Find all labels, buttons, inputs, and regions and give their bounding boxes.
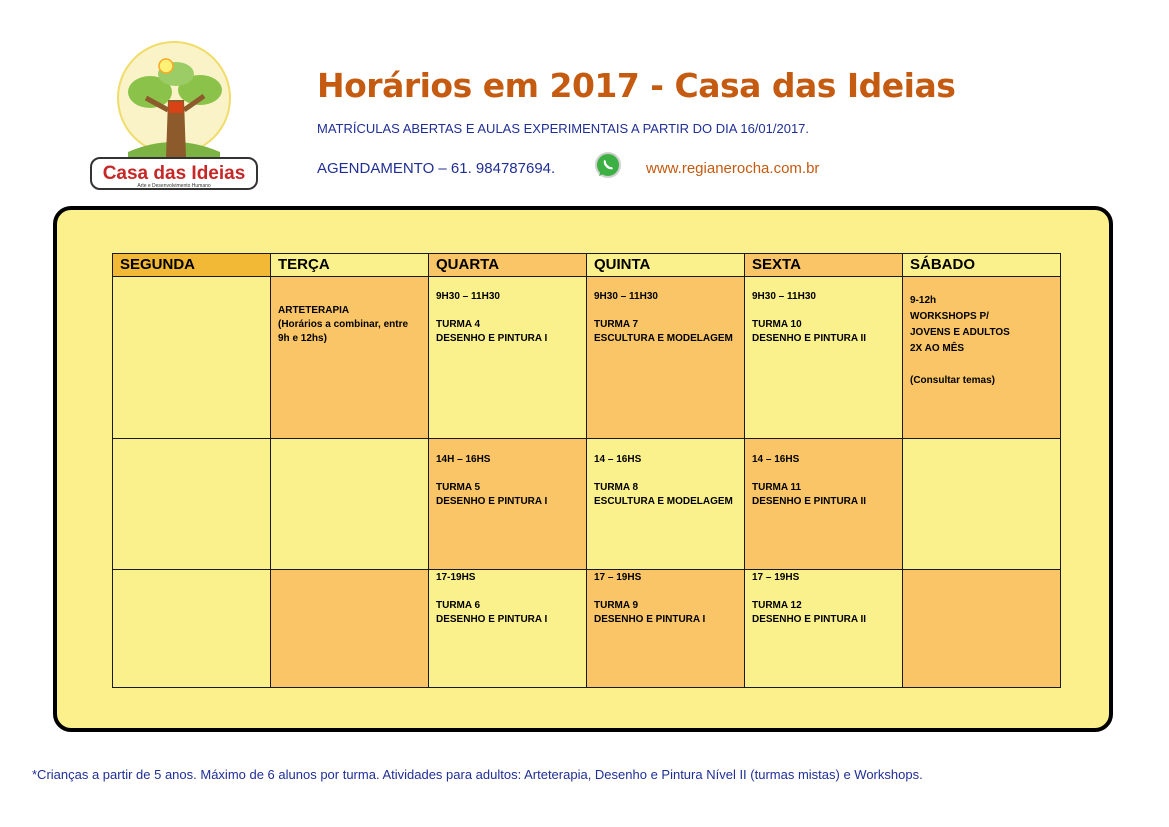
schedule-cell-turma-4: 9H30 – 11H30 TURMA 4 DESENHO E PINTURA I — [429, 277, 587, 439]
schedule-header-row — [113, 254, 1061, 277]
day-header-thursday: QUINTA — [587, 254, 745, 277]
schedule-row-evening — [113, 570, 1061, 688]
schedule-cell-workshops: 9-12h WORKSHOPS P/ JOVENS E ADULTOS 2X AO MÊS (Consultar temas) — [903, 277, 1061, 439]
schedule-row-morning — [113, 277, 1061, 439]
day-header-monday: SEGUNDA — [113, 254, 271, 277]
footer-note: *Crianças a partir de 5 anos. Máximo de 6 alunos por turma. Atividades para adultos: Arteterapia, Desenho e Pintura Nível II (turmas mistas) e Workshops. — [32, 767, 923, 782]
schedule-cell — [113, 277, 271, 439]
schedule-cell-turma-5: 14H – 16HS TURMA 5 DESENHO E PINTURA I — [429, 439, 587, 570]
website-link[interactable]: www.regianerocha.com.br — [646, 160, 820, 177]
enrollment-notice: MATRÍCULAS ABERTAS E AULAS EXPERIMENTAIS A PARTIR DO DIA 16/01/2017. — [317, 121, 810, 136]
schedule-cell-arteterapia: ARTETERAPIA (Horários a combinar, entre 9h e 12hs) — [271, 277, 429, 439]
day-header-tuesday: TERÇA — [271, 254, 429, 277]
schedule-cell — [271, 439, 429, 570]
schedule-table — [112, 253, 1061, 688]
casa-das-ideias-logo — [88, 40, 260, 192]
schedule-cell-turma-11: 14 – 16HS TURMA 11 DESENHO E PINTURA II — [745, 439, 903, 570]
scheduling-phone: AGENDAMENTO – 61. 984787694. — [317, 160, 556, 177]
day-header-friday: SEXTA — [745, 254, 903, 277]
whatsapp-icon — [594, 151, 622, 179]
svg-text:Arte e Desenvolvimento Humano: Arte e Desenvolvimento Humano — [137, 183, 211, 189]
day-header-wednesday: QUARTA — [429, 254, 587, 277]
page-title: Horários em 2017 - Casa das Ideias — [317, 66, 956, 105]
schedule-cell — [113, 570, 271, 688]
svg-text:Casa das Ideias: Casa das Ideias — [102, 163, 246, 184]
schedule-row-afternoon — [113, 439, 1061, 570]
schedule-cell-turma-9: 17 – 19HS TURMA 9 DESENHO E PINTURA I — [587, 570, 745, 688]
schedule-cell-turma-12: 17 – 19HS TURMA 12 DESENHO E PINTURA II — [745, 570, 903, 688]
schedule-cell — [113, 439, 271, 570]
day-header-saturday: SÁBADO — [903, 254, 1061, 277]
schedule-cell — [903, 439, 1061, 570]
schedule-cell-turma-10: 9H30 – 11H30 TURMA 10 DESENHO E PINTURA II — [745, 277, 903, 439]
schedule-cell-turma-6: 17-19HS TURMA 6 DESENHO E PINTURA I — [429, 570, 587, 688]
schedule-cell-turma-7: 9H30 – 11H30 TURMA 7 ESCULTURA E MODELAGEM — [587, 277, 745, 439]
schedule-cell-turma-8: 14 – 16HS TURMA 8 ESCULTURA E MODELAGEM — [587, 439, 745, 570]
schedule-cell — [271, 570, 429, 688]
schedule-cell — [903, 570, 1061, 688]
